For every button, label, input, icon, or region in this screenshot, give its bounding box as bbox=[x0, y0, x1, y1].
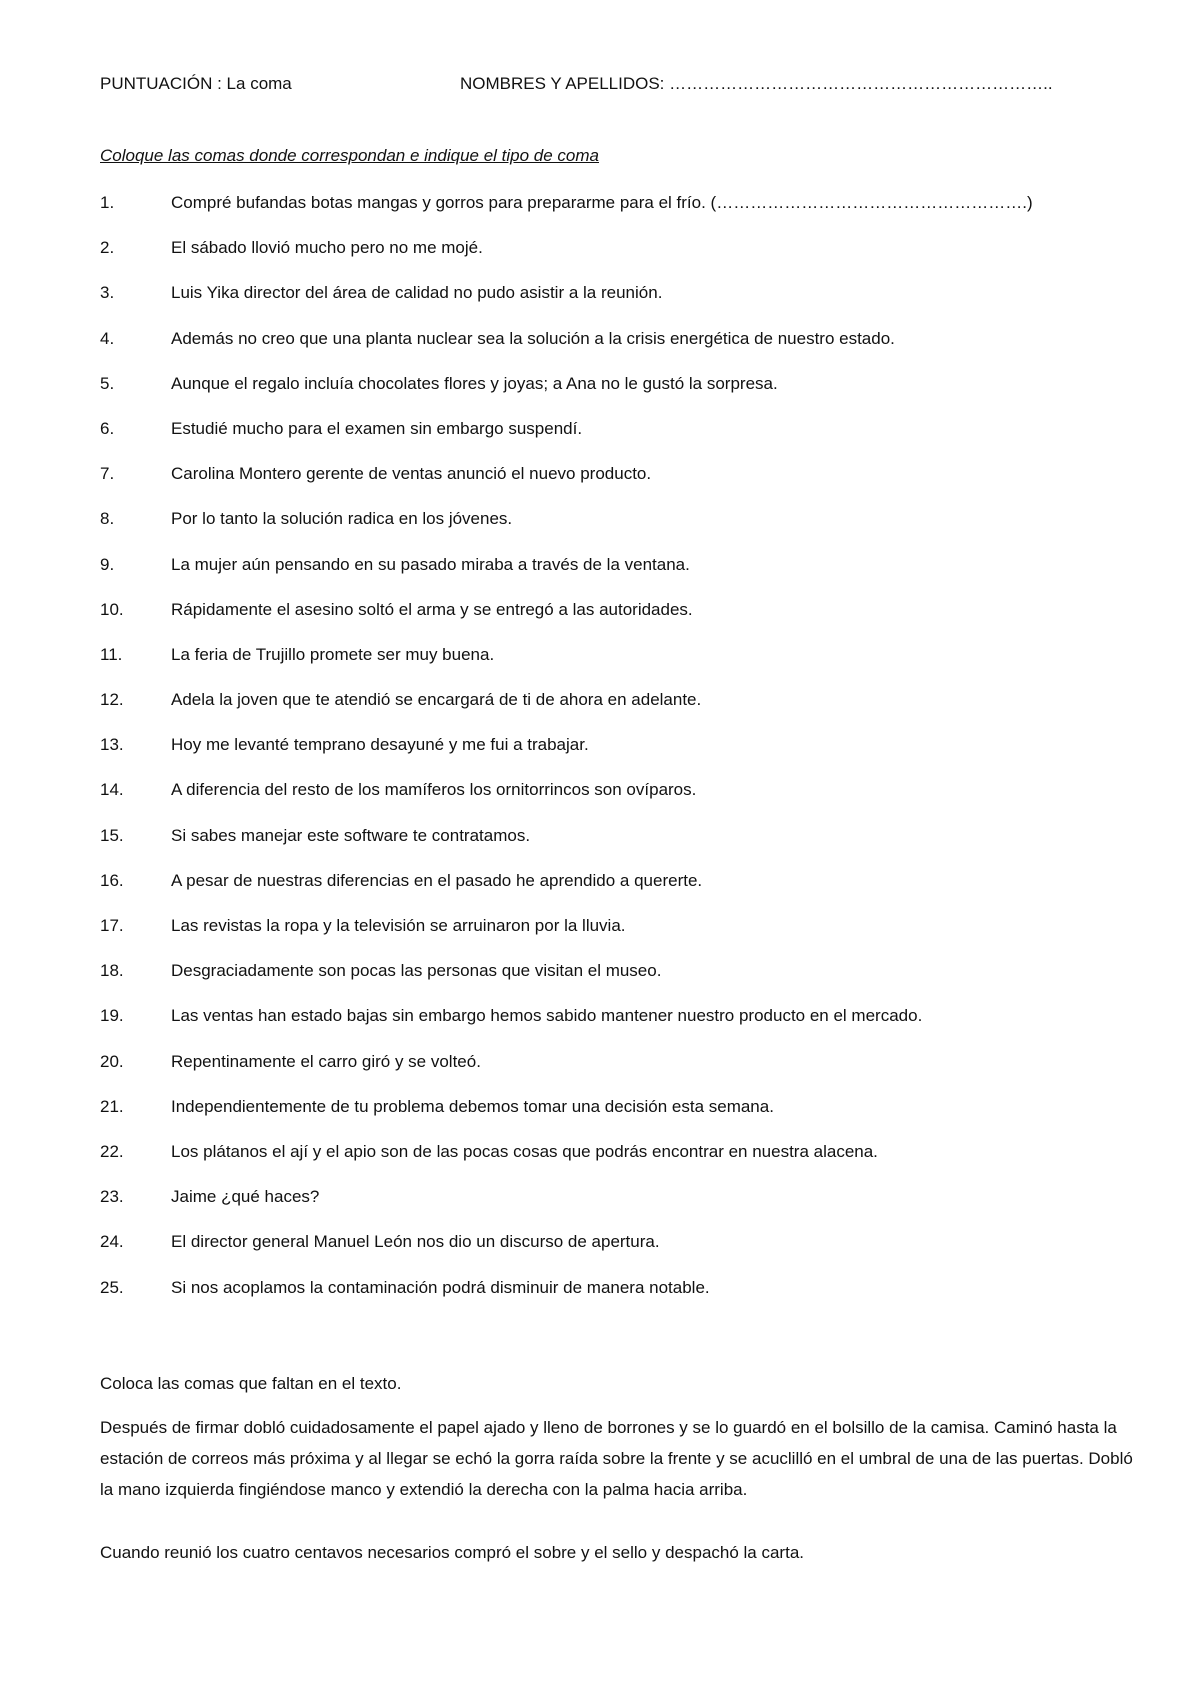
exercise-sentence: Las ventas han estado bajas sin embargo hemos sabido mantener nuestro producto en el mercado. bbox=[171, 1006, 923, 1026]
exercise-number: 7. bbox=[100, 464, 115, 484]
exercise-number: 2. bbox=[100, 238, 115, 258]
exercise-number: 22. bbox=[100, 1141, 124, 1161]
exercise-number: 20. bbox=[100, 1051, 124, 1071]
exercise-sentence: Los plátanos el ají y el apio son de las pocas cosas que podrás encontrar en nuestra alacena. bbox=[171, 1141, 878, 1161]
exercise-sentence: Aunque el regalo incluía chocolates flores y joyas; a Ana no le gustó la sorpresa. bbox=[171, 373, 778, 393]
exercise-item bbox=[0, 1185, 1200, 1230]
exercise-number: 5. bbox=[100, 373, 115, 393]
exercise-item bbox=[0, 778, 1200, 823]
instructions-heading: Coloque las comas donde correspondan e indique el tipo de coma bbox=[100, 146, 599, 165]
exercise-sentence: Independientemente de tu problema debemos tomar una decisión esta semana. bbox=[171, 1096, 774, 1116]
exercise-list bbox=[0, 191, 1200, 1321]
exercise-item bbox=[0, 281, 1200, 326]
exercise-sentence: Carolina Montero gerente de ventas anunció el nuevo producto. bbox=[171, 464, 652, 484]
exercise-item bbox=[0, 1276, 1200, 1321]
exercise-number: 11. bbox=[100, 644, 123, 664]
exercise-sentence: Luis Yika director del área de calidad no pudo asistir a la reunión. bbox=[171, 283, 663, 303]
exercise-sentence: Jaime ¿qué haces? bbox=[171, 1187, 320, 1207]
exercise-number: 24. bbox=[100, 1232, 124, 1252]
exercise-number: 12. bbox=[100, 690, 124, 710]
exercise-number: 18. bbox=[100, 961, 124, 981]
exercise-number: 9. bbox=[100, 554, 115, 574]
exercise-item bbox=[0, 914, 1200, 959]
exercise-item bbox=[0, 824, 1200, 869]
exercise-sentence: Por lo tanto la solución radica en los jóvenes. bbox=[171, 509, 513, 529]
exercise-sentence: Estudié mucho para el examen sin embargo suspendí. bbox=[171, 418, 583, 438]
exercise-sentence: La feria de Trujillo promete ser muy buena. bbox=[171, 644, 495, 664]
exercise-item bbox=[0, 733, 1200, 778]
exercise-item bbox=[0, 507, 1200, 552]
text-paragraph-2: Cuando reunió los cuatro centavos necesarios compró el sobre y el sello y despachó la carta. bbox=[100, 1543, 804, 1562]
exercise-item bbox=[0, 643, 1200, 688]
exercise-item bbox=[0, 688, 1200, 733]
text-paragraph-1: Después de firmar dobló cuidadosamente el papel ajado y lleno de borrones y se lo guardó en el bolsillo de la camisa. Caminó hasta la estación de correos más próxima y al llegar se echó la gorra raída sobre la frente y se acuclilló en el umbral de una de las puertas. Dobló la mano izquierda fingiéndose manco y extendió la derecha con la palma hacia arriba. bbox=[100, 1418, 1133, 1499]
exercise-item bbox=[0, 869, 1200, 914]
exercise-item bbox=[0, 1140, 1200, 1185]
section2-title: Coloca las comas que faltan en el texto. bbox=[100, 1374, 402, 1393]
exercise-sentence: Las revistas la ropa y la televisión se arruinaron por la lluvia. bbox=[171, 916, 626, 935]
exercise-sentence: A pesar de nuestras diferencias en el pasado he aprendido a quererte. bbox=[171, 870, 703, 890]
exercise-item bbox=[0, 417, 1200, 462]
exercise-number: 19. bbox=[100, 1006, 124, 1026]
exercise-item bbox=[0, 1004, 1200, 1049]
exercise-sentence: El sábado llovió mucho pero no me mojé. bbox=[171, 238, 483, 258]
exercise-sentence: Hoy me levanté temprano desayuné y me fui a trabajar. bbox=[171, 735, 589, 755]
exercise-item bbox=[0, 1230, 1200, 1275]
worksheet-title: PUNTUACIÓN : La coma bbox=[100, 74, 292, 93]
exercise-sentence: Si sabes manejar este software te contratamos. bbox=[171, 825, 531, 845]
exercise-number: 3. bbox=[100, 283, 115, 303]
exercise-item bbox=[0, 1095, 1200, 1140]
exercise-number: 21. bbox=[100, 1096, 124, 1116]
exercise-item bbox=[0, 372, 1200, 417]
exercise-number: 4. bbox=[100, 328, 115, 348]
exercise-sentence: Si nos acoplamos la contaminación podrá disminuir de manera notable. bbox=[171, 1277, 710, 1297]
exercise-item bbox=[0, 598, 1200, 643]
exercise-number: 14. bbox=[100, 780, 124, 800]
exercise-item bbox=[0, 1050, 1200, 1095]
exercise-item bbox=[0, 959, 1200, 1004]
exercise-number: 8. bbox=[100, 509, 115, 529]
exercise-number: 1. bbox=[100, 193, 115, 212]
exercise-number: 6. bbox=[100, 418, 115, 438]
exercise-item bbox=[0, 327, 1200, 372]
exercise-sentence: Repentinamente el carro giró y se volteó. bbox=[171, 1051, 481, 1071]
exercise-sentence: Adela la joven que te atendió se encargará de ti de ahora en adelante. bbox=[171, 690, 702, 710]
exercise-number: 13. bbox=[100, 735, 124, 755]
exercise-number: 15. bbox=[100, 825, 124, 845]
exercise-sentence: A diferencia del resto de los mamíferos los ornitorrincos son ovíparos. bbox=[171, 780, 697, 800]
exercise-sentence: Además no creo que una planta nuclear sea la solución a la crisis energética de nuestro estado. bbox=[171, 328, 895, 348]
exercise-item bbox=[0, 236, 1200, 281]
exercise-sentence: La mujer aún pensando en su pasado miraba a través de la ventana. bbox=[171, 554, 690, 574]
exercise-number: 25. bbox=[100, 1277, 124, 1297]
exercise-number: 16. bbox=[100, 870, 124, 890]
exercise-item bbox=[0, 462, 1200, 507]
exercise-sentence: El director general Manuel León nos dio un discurso de apertura. bbox=[171, 1232, 660, 1252]
exercise-number: 17. bbox=[100, 916, 124, 935]
exercise-item bbox=[0, 191, 1200, 236]
exercise-sentence: Compré bufandas botas mangas y gorros para prepararme para el frío. (……………………………………………….) bbox=[171, 193, 1033, 212]
exercise-sentence: Desgraciadamente son pocas las personas que visitan el museo. bbox=[171, 961, 662, 981]
exercise-number: 10. bbox=[100, 599, 124, 619]
exercise-sentence: Rápidamente el asesino soltó el arma y se entregó a las autoridades. bbox=[171, 599, 693, 619]
exercise-item bbox=[0, 553, 1200, 598]
name-field-line: NOMBRES Y APELLIDOS: ………………………………………………………….. bbox=[460, 74, 1053, 93]
exercise-number: 23. bbox=[100, 1187, 124, 1207]
